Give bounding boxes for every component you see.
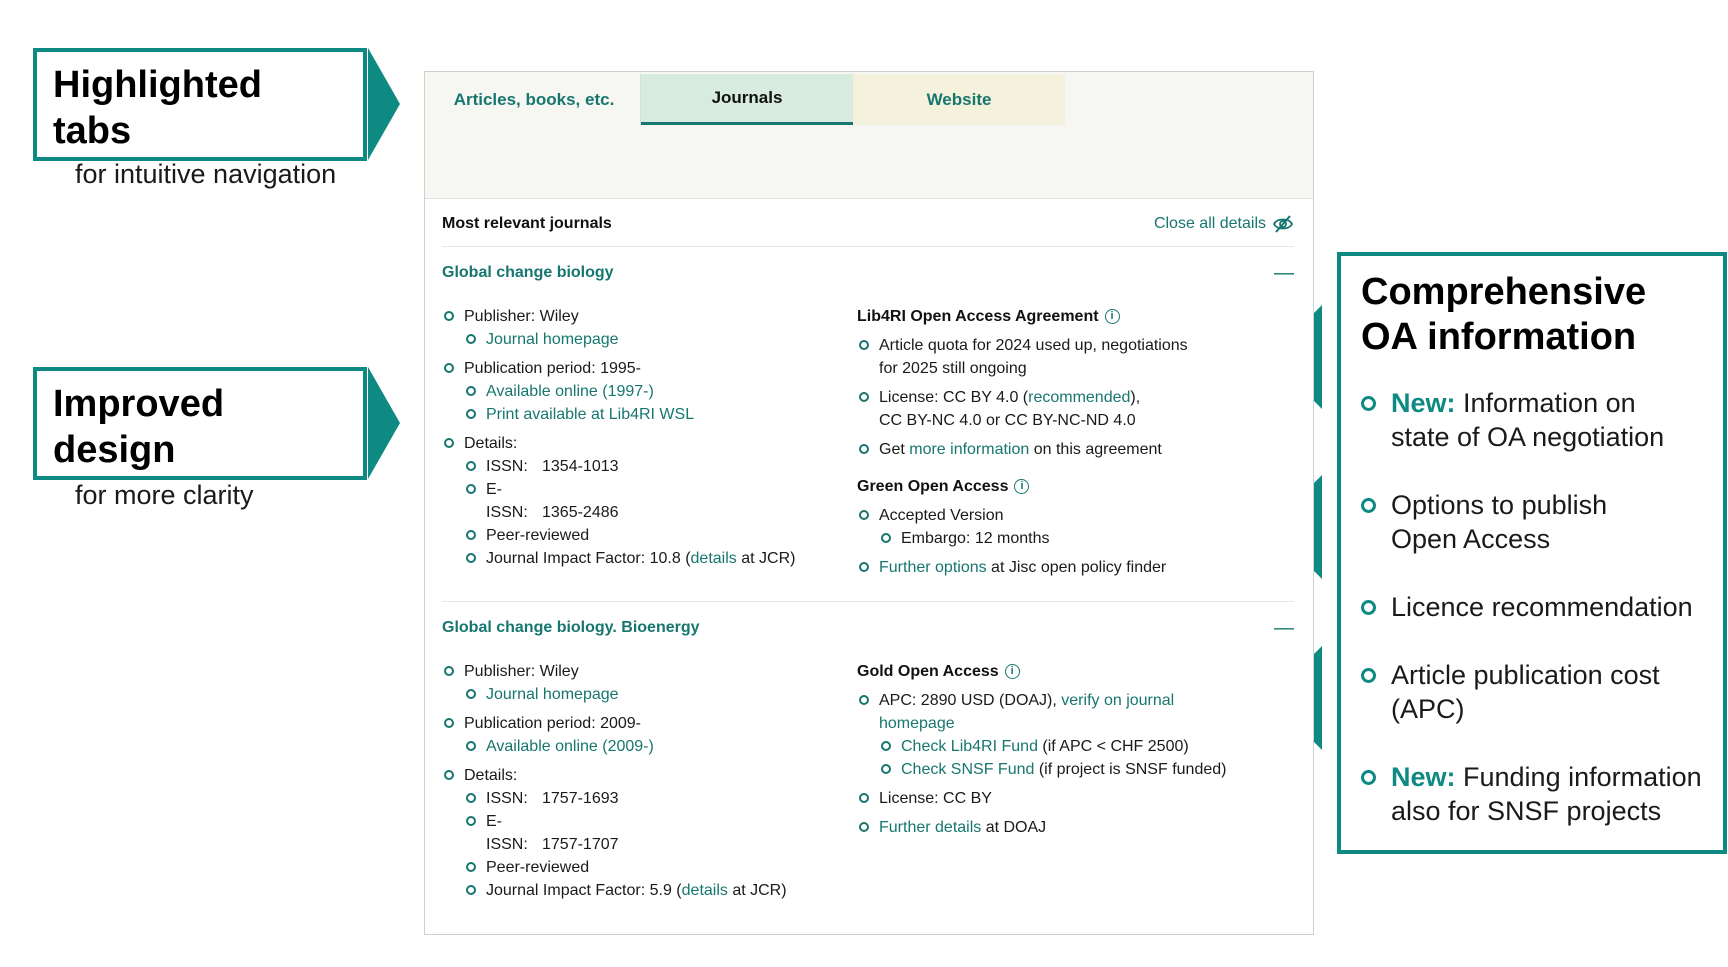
tab-articles-books[interactable]: Articles, books, etc. xyxy=(428,74,641,125)
bullet-ring-icon xyxy=(466,885,476,895)
agreement-title: Lib4RI Open Access Agreement xyxy=(857,307,1099,325)
journal-title[interactable]: Global change biology xyxy=(442,264,614,281)
feature-text: Open Access xyxy=(1391,524,1551,554)
jif-text-end: at JCR) xyxy=(736,550,796,567)
print-available-link[interactable]: Print available at Lib4RI WSL xyxy=(486,406,695,423)
callout-title: Improved design xyxy=(53,383,225,471)
license-text: CC BY-NC 4.0 or CC BY-NC-ND 4.0 xyxy=(879,412,1136,429)
available-online-link[interactable]: Available online (2009-) xyxy=(486,738,654,755)
close-all-details-button[interactable] xyxy=(1154,215,1294,233)
bullet-ring-icon xyxy=(444,311,454,321)
bullet-ring-icon xyxy=(444,363,454,373)
bullet-ring-icon xyxy=(466,689,476,699)
bullet-ring-icon xyxy=(859,444,869,454)
feature-text: Licence recommendation xyxy=(1391,592,1693,622)
bullet-ring-icon xyxy=(881,764,891,774)
license-text: License: CC BY 4.0 ( xyxy=(879,389,1029,406)
quota-text: for 2025 still ongoing xyxy=(879,360,1027,377)
new-label: New: xyxy=(1391,762,1456,792)
info-icon[interactable]: i xyxy=(1014,479,1029,494)
bullet-ring-icon xyxy=(444,666,454,676)
issn-value: 1354-1013 xyxy=(542,458,619,475)
eissn-label: E-ISSN: xyxy=(486,481,528,521)
feature-text: Information on xyxy=(1455,388,1636,418)
callout-title-line1: Comprehensive xyxy=(1361,271,1647,313)
check-lib4ri-fund-link[interactable]: Check Lib4RI Fund xyxy=(901,738,1038,755)
journal-homepage-link[interactable]: Journal homepage xyxy=(486,686,619,703)
collapse-icon[interactable]: — xyxy=(1274,616,1294,639)
journal-header[interactable] xyxy=(442,247,1294,299)
bullet-ring-icon xyxy=(881,741,891,751)
peer-reviewed-text: Peer-reviewed xyxy=(486,527,590,544)
info-icon[interactable]: i xyxy=(1005,664,1020,679)
results-content xyxy=(425,201,1313,924)
new-label: New: xyxy=(1391,388,1456,418)
quota-text: Article quota for 2024 used up, negotiations xyxy=(879,337,1188,354)
eissn-value: 1365-2486 xyxy=(542,504,619,521)
arrow-right-icon xyxy=(368,367,400,479)
callout-title-line2: OA information xyxy=(1361,316,1637,358)
list-item xyxy=(464,810,857,856)
embargo-text: Embargo: 12 months xyxy=(901,530,1050,547)
bullet-ring-icon xyxy=(466,553,476,563)
green-oa-title: Green Open Access xyxy=(857,477,1009,495)
journal-info-column xyxy=(442,654,857,902)
close-all-details-label: Close all details xyxy=(1153,214,1266,232)
oa-feature-list xyxy=(1361,386,1703,828)
callout-subtitle: for intuitive navigation xyxy=(75,159,337,189)
bullet-ring-icon xyxy=(466,816,476,826)
search-results-panel xyxy=(424,71,1314,935)
list-item xyxy=(442,712,857,735)
details-label: Details: xyxy=(464,435,518,452)
list-item xyxy=(442,764,857,787)
jif-text: Journal Impact Factor: 10.8 ( xyxy=(486,550,691,567)
callout-oa-information xyxy=(1337,252,1727,854)
bullet-ring-icon xyxy=(466,334,476,344)
section-header xyxy=(442,201,1294,247)
eissn-value: 1757-1707 xyxy=(542,836,619,853)
list-item xyxy=(442,660,857,683)
oa-info-column xyxy=(857,299,1294,579)
bullet-ring-icon xyxy=(859,822,869,832)
check-snsf-fund-link[interactable]: Check SNSF Fund xyxy=(901,761,1035,778)
bullet-ring-icon xyxy=(444,770,454,780)
further-details-link[interactable]: Further details xyxy=(879,819,982,836)
bullet-ring-icon xyxy=(859,510,869,520)
list-item xyxy=(857,787,1294,810)
bullet-ring-icon xyxy=(859,695,869,705)
recommended-link[interactable]: recommended xyxy=(1028,389,1131,406)
list-item xyxy=(464,547,857,570)
bullet-ring-icon xyxy=(466,793,476,803)
info-icon[interactable]: i xyxy=(1105,309,1120,324)
bullet-ring-icon xyxy=(466,484,476,494)
publisher-text: Publisher: Wiley xyxy=(464,663,579,680)
bullet-ring-icon xyxy=(1361,770,1376,785)
further-options-text: at Jisc open policy finder xyxy=(986,559,1167,576)
journal-header[interactable] xyxy=(442,602,1294,654)
list-item xyxy=(442,357,857,380)
jcr-details-link[interactable]: details xyxy=(690,550,737,567)
journal-homepage-link[interactable]: Journal homepage xyxy=(486,331,619,348)
peer-reviewed-text: Peer-reviewed xyxy=(486,859,590,876)
tab-journals[interactable]: Journals xyxy=(641,74,853,125)
feature-text: (APC) xyxy=(1391,694,1465,724)
callout-highlighted-tabs xyxy=(33,48,367,189)
list-item xyxy=(879,735,1294,758)
bullet-ring-icon xyxy=(859,392,869,402)
get-text: on this agreement xyxy=(1029,441,1162,458)
list-item xyxy=(464,856,857,879)
tab-bar xyxy=(425,72,1313,199)
bullet-ring-icon xyxy=(444,718,454,728)
agreement-heading xyxy=(857,305,1294,328)
feature-text: Article publication cost xyxy=(1391,660,1660,690)
bullet-ring-icon xyxy=(1361,600,1376,615)
list-item xyxy=(464,478,857,524)
feature-text: state of OA negotiation xyxy=(1391,422,1665,452)
bullet-ring-icon xyxy=(1361,396,1376,411)
list-item xyxy=(442,305,857,328)
list-item xyxy=(857,504,1294,527)
apc-text: APC: 2890 USD (DOAJ), xyxy=(879,692,1062,709)
list-item xyxy=(879,758,1294,781)
more-information-link[interactable]: more information xyxy=(909,441,1030,458)
gold-oa-heading xyxy=(857,660,1294,683)
oa-feature-item xyxy=(1361,590,1703,624)
list-item xyxy=(857,556,1294,579)
callout-title: Highlighted tabs xyxy=(53,64,262,152)
bullet-ring-icon xyxy=(1361,668,1376,683)
green-oa-heading xyxy=(857,475,1294,498)
gold-oa-title: Gold Open Access xyxy=(857,662,999,680)
list-item xyxy=(464,455,857,478)
list-item xyxy=(464,403,857,426)
list-item xyxy=(464,683,857,706)
bullet-ring-icon xyxy=(466,461,476,471)
available-online-link[interactable]: Available online (1997-) xyxy=(486,383,654,400)
bullet-ring-icon xyxy=(466,862,476,872)
issn-value: 1757-1693 xyxy=(542,790,619,807)
feature-text: Funding information xyxy=(1455,762,1702,792)
bullet-ring-icon xyxy=(466,741,476,751)
publisher-text: Publisher: Wiley xyxy=(464,308,579,325)
journal-title[interactable]: Global change biology. Bioenergy xyxy=(442,619,700,636)
oa-info-column xyxy=(857,654,1294,902)
section-title: Most relevant journals xyxy=(442,214,612,232)
publication-period-text: Publication period: 1995- xyxy=(464,360,642,377)
lib4ri-fund-text: (if APC < CHF 2500) xyxy=(1037,738,1189,755)
eissn-label: E-ISSN: xyxy=(486,813,528,853)
list-item xyxy=(464,735,857,758)
journal-info-column xyxy=(442,299,857,579)
bullet-ring-icon xyxy=(444,438,454,448)
collapse-icon[interactable]: — xyxy=(1274,261,1294,284)
bullet-ring-icon xyxy=(881,533,891,543)
bullet-ring-icon xyxy=(466,409,476,419)
callout-subtitle: for more clarity xyxy=(75,480,254,510)
list-item xyxy=(442,432,857,455)
list-item xyxy=(464,328,857,351)
further-details-text: at DOAJ xyxy=(981,819,1047,836)
list-item xyxy=(464,380,857,403)
list-item xyxy=(464,787,857,810)
bullet-ring-icon xyxy=(859,793,869,803)
accepted-version-text: Accepted Version xyxy=(879,507,1004,524)
license-text: ), xyxy=(1130,389,1141,406)
bullet-ring-icon xyxy=(859,340,869,350)
feature-text: Options to publish xyxy=(1391,490,1608,520)
callout-improved-design xyxy=(33,367,367,510)
verify-homepage-link[interactable]: verify on journal xyxy=(1061,692,1175,709)
details-label: Details: xyxy=(464,767,518,784)
further-options-link[interactable]: Further options xyxy=(879,559,987,576)
list-item xyxy=(857,689,1294,735)
verify-homepage-link[interactable]: homepage xyxy=(879,715,955,732)
bullet-ring-icon xyxy=(466,530,476,540)
bullet-ring-icon xyxy=(1361,498,1376,513)
list-item xyxy=(464,524,857,547)
license-text: License: CC BY xyxy=(879,790,992,807)
issn-label: ISSN: xyxy=(486,790,528,807)
eye-slash-icon xyxy=(1272,215,1294,233)
oa-feature-item xyxy=(1361,488,1703,556)
callout-title xyxy=(1361,270,1703,360)
jif-text-end: at JCR) xyxy=(727,882,787,899)
list-item xyxy=(879,527,1294,550)
bullet-ring-icon xyxy=(466,386,476,396)
bullet-ring-icon xyxy=(859,562,869,572)
tab-website[interactable]: Website xyxy=(853,74,1065,125)
issn-label: ISSN: xyxy=(486,458,528,475)
oa-feature-item xyxy=(1361,658,1703,726)
oa-feature-item xyxy=(1361,386,1703,454)
snsf-fund-text: (if project is SNSF funded) xyxy=(1034,761,1227,778)
list-item xyxy=(857,438,1294,461)
list-item xyxy=(857,334,1294,380)
jif-text: Journal Impact Factor: 5.9 ( xyxy=(486,882,682,899)
jcr-details-link[interactable]: details xyxy=(681,882,728,899)
get-text: Get xyxy=(879,441,910,458)
list-item xyxy=(857,816,1294,839)
list-item xyxy=(464,879,857,902)
publication-period-text: Publication period: 2009- xyxy=(464,715,642,732)
feature-text: also for SNSF projects xyxy=(1391,796,1662,826)
arrow-right-icon xyxy=(368,48,400,160)
journal-card xyxy=(442,247,1294,602)
list-item xyxy=(857,386,1294,432)
oa-feature-item xyxy=(1361,760,1703,828)
journal-card xyxy=(442,602,1294,924)
